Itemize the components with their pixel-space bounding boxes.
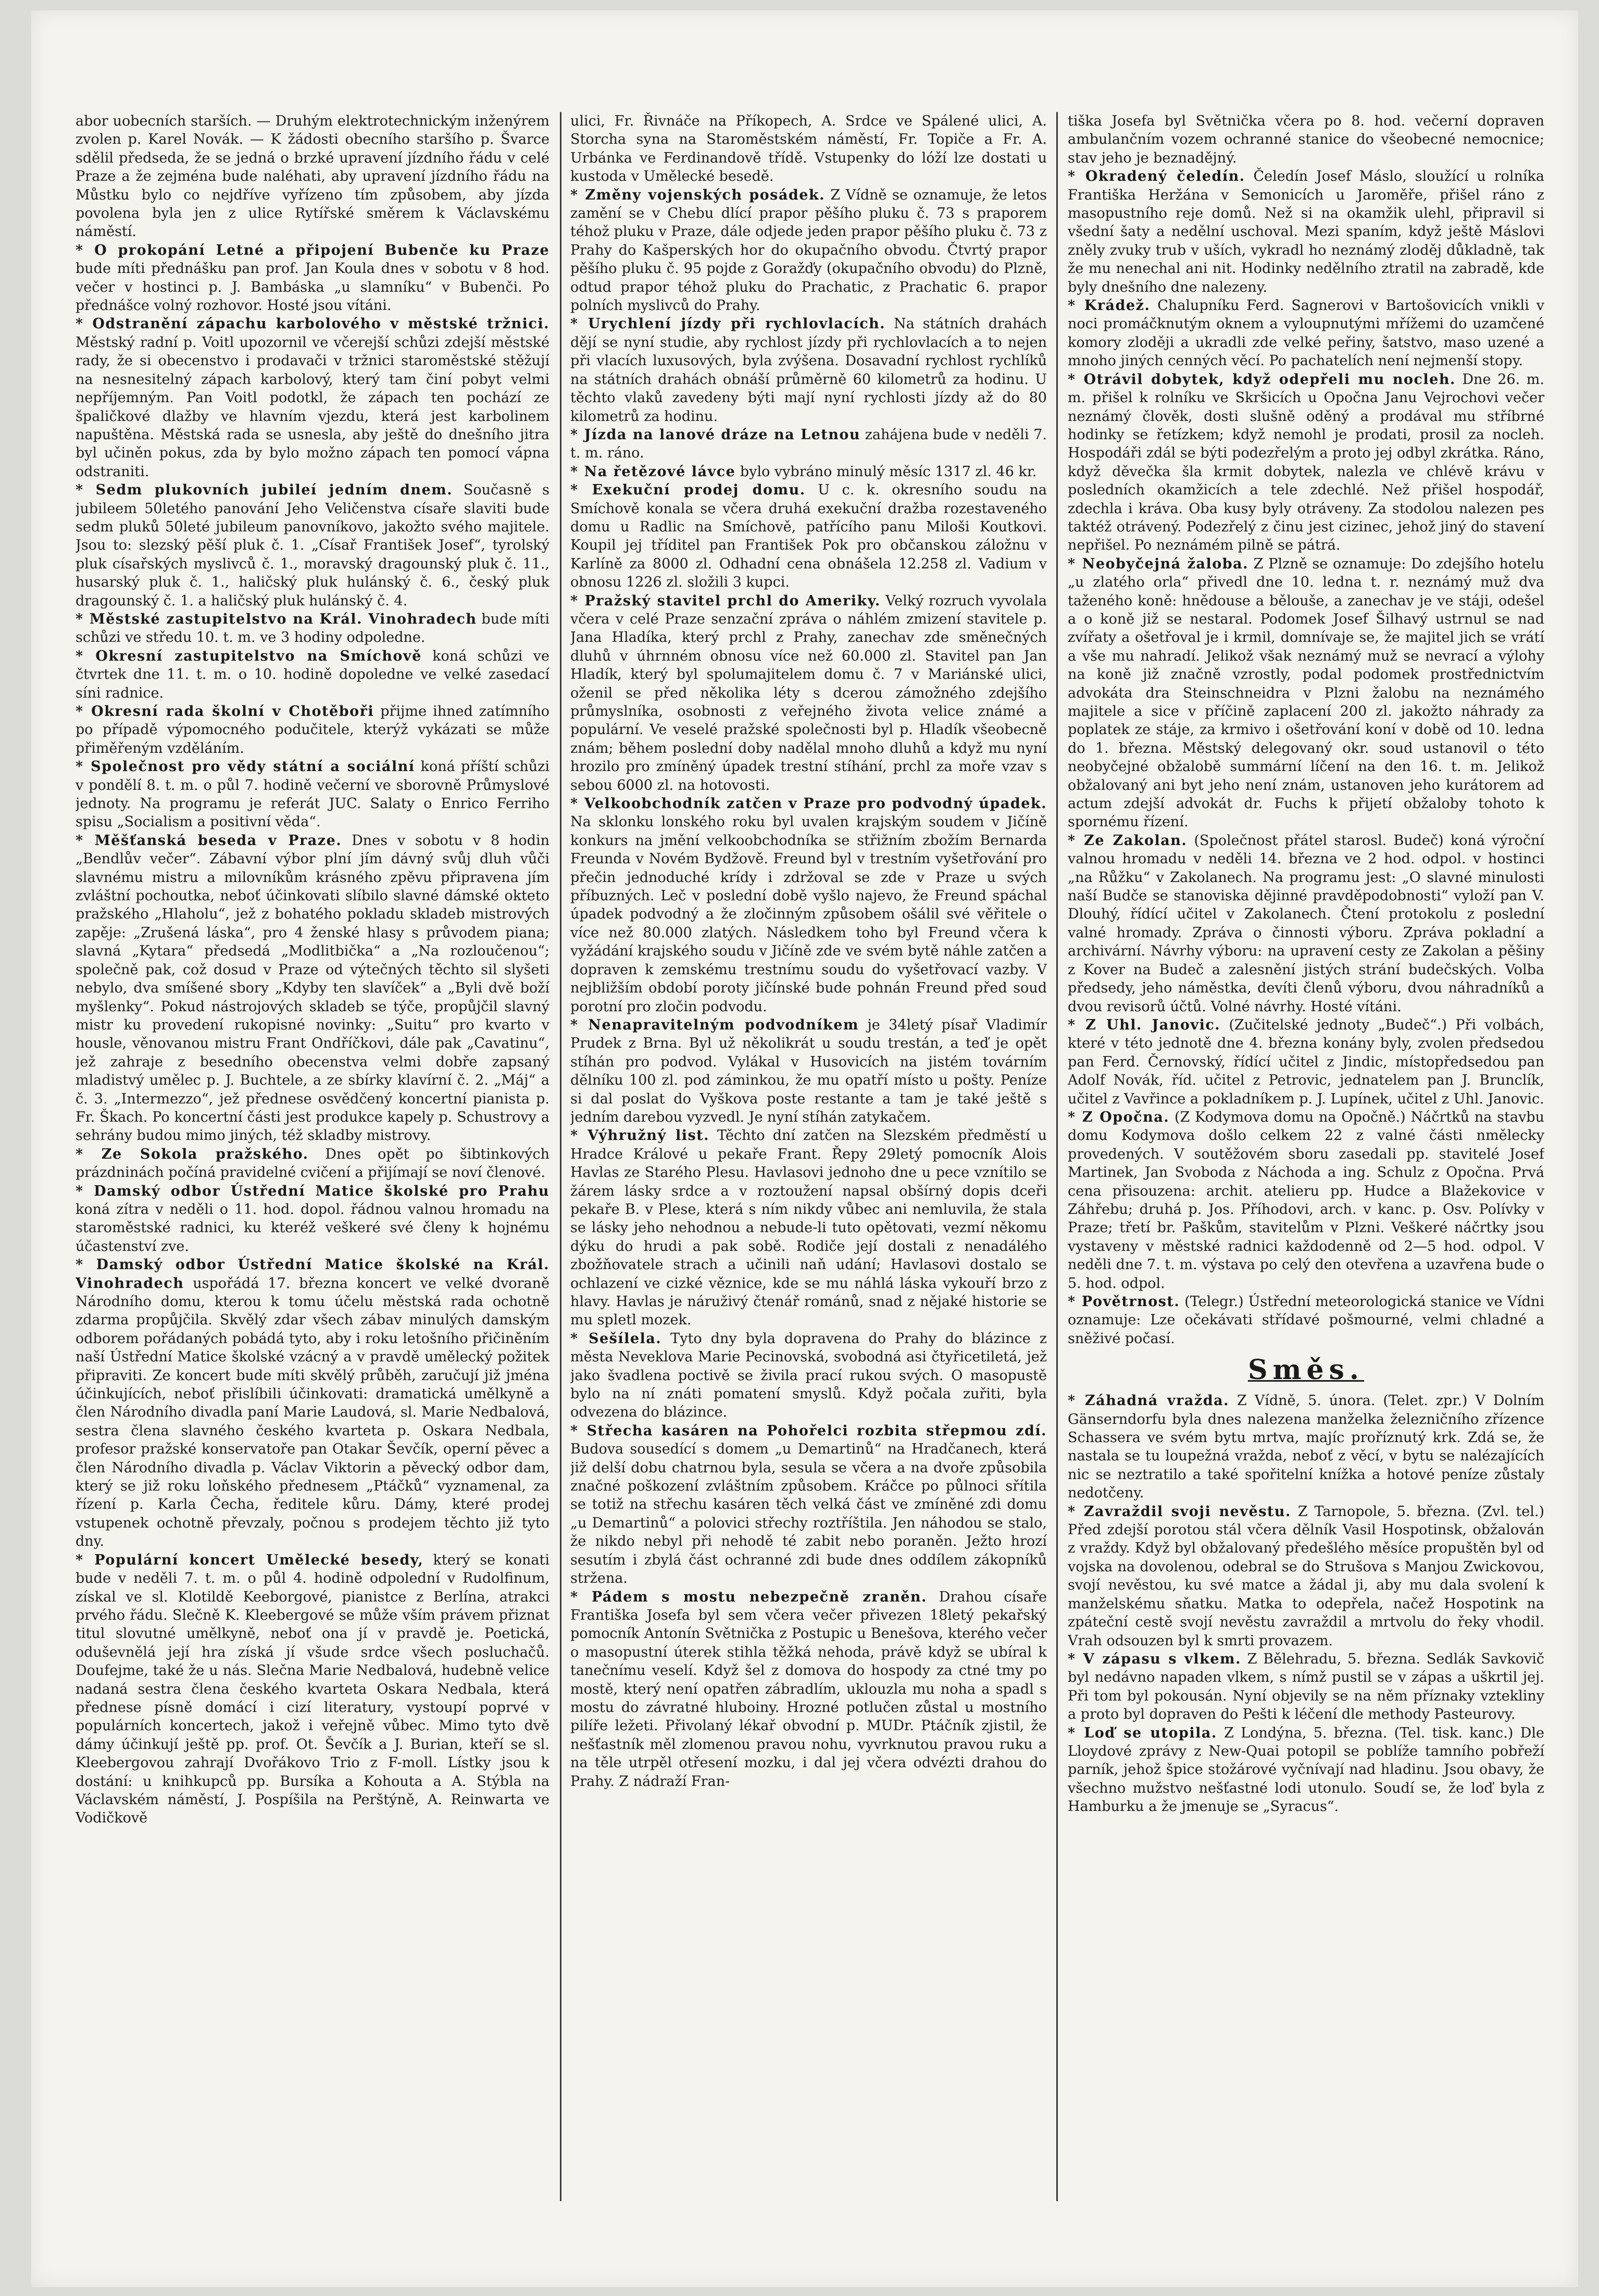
news-item: [1068, 831, 1544, 1016]
news-item: [1068, 1108, 1544, 1293]
news-item-body: Dne 26. m. m. přišel k rolníku ve Skršicích u Opočna Janu Vejrochovi večer neznámý člověk, dosti slušně oděný a prodával mu stříbrné hodinky se řetízkem; když nemohl je prodati, prosil za nocleh. Hospodáři zdál se býti podezřelým a proto jej odbyl zkrátka. Ráno, když děvečka šla krmit dobytek, nalezla ve chlévě krávu v posledních okamžicích a tele zdechlé. Než přišel hospodář, zdechla i kráva. Oba kusy byly otráveny. Za stodolou nalezen pes taktéž otrávený. Podezřelý z činu jest cizinec, jehož jiný do stavení nepřišel. Po neznámém pilně se pátrá.: [1068, 371, 1544, 554]
news-item: [1068, 1293, 1544, 1348]
news-item-headline: * Ze Zakolan.: [1068, 832, 1188, 849]
news-item-body: koná schůzi ve čtvrtek dne 11. t. m. o 10. hodině dopoledne ve velké zasedací síni radnice.: [76, 648, 549, 701]
article-continuation: tiška Josefa byl Světnička včera po 8. hod. večerní dopraven ambulančním vozem ochranné stanice do všeobecné nemocnice; stav jeho je beznadějný.: [1068, 113, 1544, 166]
news-item: [76, 481, 549, 610]
news-item: [570, 795, 1047, 1016]
news-item: [1068, 1392, 1544, 1502]
news-item-headline: * Populární koncert Umělecké besedy,: [76, 1552, 424, 1568]
news-item-headline: * Okradený čeledín.: [1068, 168, 1245, 185]
news-item-body: koná příští schůzi v pondělí 8. t. m. o půl 7. hodině večerní ve sborovně Průmyslové jednoty. Na programu je referát JUC. Salaty o Enrico Ferriho spisu „Socialism a positivní věda“.: [76, 759, 549, 830]
news-item: [76, 1145, 549, 1182]
news-item-body: uspořádá 17. března koncert ve velké dvoraně Národního domu, kterou k tomu účelu městská rada ochotně zdarma propůjčila. Skvělý zdar všech zábav minulých damským odborem pořádaných pobádá tyto, aby i roku letošního přičiněním naší Ústřední Matice školské vzácný a v pravdě umělecký požitek připraviti. Ze koncert bude míti skvělý průběh, zaručují již jména účinkujících, neboť přislíbili účinkovati: dramatická umělkyně a člen Národního divadla paní Marie Laudová, sl. Marie Nedbalová, sestra člena slavného českého kvarteta p. Oskara Nedbala, profesor pražské konservatoře pan Otakar Ševčík, operní pěvec a člen Národního divadla p. Václav Viktorin a pěvecký odbor dam, který se již roku loňského přednesem „Ptáčků“ vyznamenal, za řízení p. Karla Čecha, ředitele kůru. Dámy, které prodej vstupenek ochotně převzaly, počnou s prodejem těchto již tyto dny.: [76, 1275, 549, 1550]
news-item-body: Na sklonku lonského roku byl uvalen krajským soudem v Jičíně konkurs na jmění velkoobchodníka se střižním zbožím Bernarda Freunda v Novém Bydžově. Freund byl v trestním vyšetřování pro přečin jednoduché krídy i zdržoval se zde v Praze u svých příbuzných. Leč v poslední době vyšlo najevo, že Freund spáchal úpadek podvodný a že zločinným způsobem ošálil své věřitele o více než 80.000 zlatých. Následkem toho byl Freund včera k vyžádání krajského soudu v Jičíně zde ve svém bytě náhle zatčen a dopraven k zemskému trestnímu soudu do vyšetřovací vazby. V nejbližším období poroty jičínské bude pohnán Freund před soud porotní pro zločin podvodu.: [570, 814, 1047, 1015]
news-item: [76, 610, 549, 647]
news-item: [1068, 296, 1544, 370]
news-item-headline: * Odstranění zápachu karbolového v městské tržnici.: [76, 316, 549, 332]
news-item-headline: * Velkoobchodník zatčen v Praze pro podvodný úpadek.: [570, 796, 1047, 812]
news-item-body: U c. k. okresního soudu na Smíchově konala se včera druhá exekuční dražba rozestaveného domu u Radlic na Smíchově, patřícího panu Miloši Koutkovi. Koupil jej tříditel pan František Pok pro občanskou záložnu v Karlíně za 8000 zl. Odhadní cena obnášela 12.258 zl. Vadium v obnosu 1226 zl. složili 3 kupci.: [570, 482, 1047, 591]
news-item-headline: * Pádem s mostu nebezpečně zraněn.: [570, 1588, 927, 1605]
news-item: [1068, 555, 1544, 831]
news-item-headline: * Změny vojenských posádek.: [570, 187, 826, 203]
news-item-headline: * Společnost pro vědy státní a sociální: [76, 759, 415, 775]
news-item-headline: * Damský odbor Ústřední Matice školské na Král. Vinohradech: [76, 1257, 549, 1292]
news-item-body: Z Bělehradu, 5. března. Sedlák Savkovič byl nedávno napaden vlkem, s nímž pustil se v zápas a uškrtil jej. Při tom byl pokousán. Nyní objevily se na něm příznaky vztekliny a proto byl dopraven do Pešti k léčení dle methody Pasteurovy.: [1068, 1650, 1544, 1723]
news-item-body: Drahou císaře Františka Josefa byl sem včera večer přivezen 18letý pekařský pomocník Antonín Světnička z Postupic u Benešova, kterého večer o masopustní úterek stihla těžká nehoda, právě když se ubíral k tanečnímu veselí. Když šel z domova do hospody za ctné tmy po mostě, který není opatřen zábradlím, uklouzla mu noha a spadl s mostu do závratné hluboiny. Hrozné potlučen zůstal u mostního pilíře ležeti. Přivolaný lékař obvodní p. MUDr. Ptáčník zjistil, že nešťastník měl zlomenou pravou nohu, vyvrknutou pravou ruku a na těle utrpěl otřesení mozku, i dal jej včera odvézti drahou do Prahy. Z nádraží Fran-: [570, 1588, 1047, 1790]
news-item-headline: * Střecha kasáren na Pohořelci rozbita střepmou zdí.: [570, 1422, 1047, 1439]
news-item-body: Z Plzně se oznamuje: Do zdejšího hotelu „u zlatého orla“ přivedl dne 10. ledna t. r. neznámý muž dva taženého koně: hnědouse a běloušе, a zanechav je ve stáji, odešel a o koně již se nestaral. Podomek Josef Šilhavý ustrnul se nad zvířaty a ošetřoval je i krmil, domnívaje se, že majitel jich se vrátí a vše mu nahradí. Jelikož však neznámý muž se nevrací a výlohy na koně již značně vzrostly, podal podomek prostřednictvím advokáta dra Steinschneidra v Plzni žalobu na neznámého majitele a sice v příčině zaplacení 200 zl. jakožto náhrady za poplatek ze stáje, za krmivo i ošetřování koní v době od 10. ledna do 1. března. Městský delegovaný okr. soud ustanovil o této neobyčejné obžalobě summární líčení na den 16. t. m. Jelikož obžalovaný ani byt jeho není znám, ustanoven jeho kurátorem ad actum zdejší advokát dr. Fuchs k přijetí obžaloby tohoto k spornému řízení.: [1068, 555, 1544, 830]
news-item: [570, 463, 1047, 481]
news-item: [1068, 167, 1544, 296]
news-item-body: (Telegr.) Ústřední meteorologická stanice ve Vídni oznamuje: Lze očekávati střídavé pošmourné, velmi chladné a sněživé počasí.: [1068, 1294, 1544, 1347]
news-item: [76, 241, 549, 315]
news-item-body: Těchto dní zatčen na Slezském předměstí u Hradce Králové u pekaře Frant. Řepy 29letý pomocník Alois Havlas ze Starého Plesu. Havlasovi jednoho dne u pece vznítilo se žárem lásky srdce a v roztoužení napsal obšírný dopis dceři pekaře B. v Plese, která s ním nikdy vůbec ani nemluvila, že stala se lásky jeho nehodnou a nebude-li tuto opětovati, vezmí někomu dýku do hrudi a pak sobě. Rodiče její dostali z nenadálého zbožňovatele strach a učinili naň udání; Havlasovi dostalo se ochlazení ve cizké věznice, kde se mu náhlá láska vykouří brzo z hlavy. Havlas je náruživý čtenář románů, snad z nějaké historie se mu spletl mozek.: [570, 1127, 1047, 1329]
article-continuation: ulici, Fr. Řivnáče na Příkopech, A. Srdce ve Spálené ulici, A. Storcha syna na Staroměstském náměstí, Fr. Topiče a Fr. A. Urbánka ve Ferdinandově třídě. Vstupenky do lóží lze dostati u kustoda v Umělecké besedě.: [570, 113, 1047, 185]
news-item-headline: * Jízda na lanové dráze na Letnou: [570, 426, 860, 443]
news-item: [570, 315, 1047, 425]
news-item-headline: * Damský odbor Ústřední Matice školské pro Prahu: [76, 1183, 549, 1199]
news-item: [570, 1126, 1047, 1329]
news-item: [1068, 1016, 1544, 1108]
news-item-body: Budova sousedící s domem „u Demartinů“ na Hradčanech, která již delší dobu chatrnou byla, sesula se včera a na dvoře způsobila značné poškození zvláštním způsobem. Kráčce po půlnoci sřítila se totiž na střechu kasáren těch velká část ve zmíněné zdi domu „u Demartinů“ a polovici střechy roztříštila. Jen náhodou se stalo, že nikdo nebyl při nehodě té zabit nebo poraněn. Ježto hrozí sesutím i zbylá část ochranné zdi bude dnes oddílem zákopníků stržena.: [570, 1441, 1047, 1587]
news-item-headline: * Městské zastupitelstvo na Král. Vinohradech: [76, 611, 477, 627]
column-rule: [560, 112, 561, 2201]
news-item-body: (Z Kodymova domu na Opočně.) Náčrtků na stavbu domu Kodymova došlo celkem 22 z valné části nmělecky provedených. V soutěžovém sboru zasedali pp. stavitelé Josef Martinek, Jan Svoboda z Náchoda a ing. Schulz z Opočna. Prvá cena přisouzena: archit. atelieru pp. Hudce a Blažekovice v Záhřebu; druhá p. Jos. Příhodovi, arch. v kanc. p. Osv. Polívky v Praze; třetí br. Paškům, stavitelům v Plzni. Veškeré náčrtky jsou vystaveny v městské radnici každodenně od 2—5 hod. odpol. V neděli dne 7. t. m. výstava po celý den otevřena a uzavřena bude o 5. hod. odpol.: [1068, 1109, 1544, 1292]
news-item-body: Dnes opět po šibtinkových prázdninách počíná pravidelné cvičení a přijímají se noví členové.: [76, 1146, 549, 1181]
news-item-headline: * Měšťanská beseda v Praze.: [76, 832, 342, 849]
news-item-body: (Zučitelské jednoty „Budeč“.) Při volbách, které v této jednotě dne 4. března konány byly, zvolen předsedou pan Ferd. Černovský, řídící učitel z Jindic, místopředsedou pan Adolf Novák, říd. učitel z Petrovic, jednatelem pan J. Brunclík, učitel z Vavřince a pokladníkem p. J. Lupínek, učitel z Uhl. Janovic.: [1068, 1016, 1544, 1107]
column-rule: [1056, 112, 1058, 2201]
news-item-headline: * Ze Sokola pražského.: [76, 1146, 309, 1162]
news-item-headline: * Krádež.: [1068, 297, 1151, 314]
newspaper-page: [31, 10, 1578, 2287]
news-item: [570, 426, 1047, 463]
news-item: [76, 758, 549, 831]
news-item-headline: * Nenapravitelným podvodníkem: [570, 1016, 859, 1033]
news-item-body: bude míti schůzi ve středu 10. t. m. ve 3 hodiny odpoledne.: [76, 611, 549, 646]
news-item-headline: * Neobyčejná žaloba.: [1068, 555, 1249, 572]
news-item-headline: * Exekuční prodej domu.: [570, 482, 806, 499]
news-item-body: přijme ihned zatímního po případě výpomocného podučitele, kterýž vykázati se může přiměřeným vzděláním.: [76, 703, 549, 756]
news-item-body: který se konati bude v neděli 7. t. m. o půl 4. hodině odpolední v Rudolfinum, získal ve sl. Klotildě Keeborgové, pianistce z Berlína, atrakci prvého řádu. Slečně K. Kleebergové se může vším právem přiznat titul slovutné umělkyně, neboť ona jí v pravdě je. Poetická, oduševnělá její hra získá jí všude srdce všech posluchačů. Doufejme, také že u nás. Slečna Marie Nedbalová, hudebně velice nadaná sestra člena českého kvarteta Oskara Nedbala, která přednese písně domácí i cizí literatury, vystoupí poprvé v populárních koncertech, jakož i veřejně vůbec. Mimo tyto dvě dámy účinkují ještě pp. prof. Ot. Ševčík a J. Burian, kteří se sl. Kleebergovou zahrají Dvořákovo Trio z F-moll. Lístky jsou k dostání: u knihkupců pp. Bursíka a Kohouta a A. Stýbla na Václavském náměstí, J. Pospíšila na Perštýně, A. Reinwarta ve Vodičkově: [76, 1552, 549, 1827]
news-item-headline: * Okresní rada školní v Chotěboři: [76, 703, 374, 719]
news-item-headline: * Okresní zastupitelstvo na Smíchově: [76, 648, 422, 664]
news-item: [570, 1422, 1047, 1588]
news-item-body: je 34letý písař Vladimír Prudek z Brna. Byl už několikrát u soudu trestán, a teď je opět stíhán pro podvod. Vylákal v Husovicích na jistém továrním dělníku 100 zl. pod záminkou, že mu opatří místo u pošty. Peníze si dal poslat do Vyškova poste restante a tam je také ještě s jedním darebou vyzvedl. Je nyní stíhán zatykačem.: [570, 1016, 1047, 1125]
news-item: [76, 1182, 549, 1256]
news-item-body: Chalupníku Ferd. Sagnerovi v Bartošovicích vnikli v noci promáčknutým oknem a vyloupnutými mřížemi do uzamčené komory zloději a ukradli zde velké peřiny, šatstvo, maso uzené a mnoho jiných cenných věcí. Po pachatelích není nejmenší stopy.: [1068, 297, 1544, 369]
news-item-headline: * Záhadná vražda.: [1068, 1393, 1230, 1409]
news-item-headline: * O prokopání Letné a připojení Bubenče ku Praze: [76, 242, 549, 258]
news-item: [76, 1256, 549, 1551]
section-heading: Směs.: [1247, 1354, 1365, 1386]
news-item-body: Městský radní p. Voitl upozornil ve včerejší schůzi zdejší městské rady, že si obecenstvo i prodavači v tržnici staroměstské stěžují na nesnesitelný zápach karbolový, který tam činí pobyt velmi nepříjemným. Pan Voitl podotkl, že zápach ten pochází ze špaličkové dlažby ve hlavním vjezdu, která jest karbolinem napuštěna. Městská rada se usnesla, aby ještě do dnešního jitra byl učiněn pokus, zda by bylo možno zápach ten pomocí vápna odstraniti.: [76, 334, 549, 480]
news-item: [76, 1551, 549, 1828]
news-item: [570, 1016, 1047, 1126]
text-column-left: [76, 112, 549, 2217]
news-item-headline: * Loď se utopila.: [1068, 1724, 1217, 1741]
news-item-body: Z Vídně se oznamuje, že letos zamění se v Chebu dlící prapor pěšího pluku č. 73 s praporem téhož pluku v Praze, dále odjede jeden prapor pěšího pluku č. 73 z Prahy do Kašperských hor do okupačního obvodu. Čtvrtý prapor pěšího pluku č. 95 pojde z Goražďy (okupačního obvodu) do Plzně, odtud prapor téhož pluku do Prachatic, z Prachatic 6. prapor polních myslivců do Prahy.: [570, 187, 1047, 314]
news-item-body: Velký rozruch vyvolala včera v celé Praze senzační zpráva o náhlém zmizení stavitele p. Jana Hladíka, který prchl z Prahy, zanechav zde směnečných dluhů v úhrnném obnosu více než 60.000 zl. Stavitel pan Jan Hladík, který byl spolumajitelem domu č. 7 v Mariánské ulici, oženil se před několika léty s dcerou zámožného zdejšího průmyslníka, osobnosti z veřejného života velice známé a populární. Ve veselé pražské společnosti byl p. Hladík všeobecně znám; během poslední doby nadělal mnoho dluhů a když mu nyní hrozilo pro zmíněný úpadek trestní stíhání, prchl za moře vzav s sebou 6000 zl. na hotovosti.: [570, 592, 1047, 793]
news-item: [570, 186, 1047, 315]
news-item-body: Současně s jubileem 50letého panování Jeho Veličenstva císaře slaviti bude sedm pluků 50leté jubileum panovníkovo, jakožto svého majitele. Jsou to: slezský pěší pluk č. 1. „Císař František Josef“, tyrolský pluk císařských myslivců č. 1., moravský dragounský pluk č. 11., husarský pluk č. 1., haličský pluk hulánský č. 6., český pluk dragounský č. 1. a haličský pluk hulánský č. 4.: [76, 482, 549, 609]
news-item: [1068, 370, 1544, 555]
news-item-headline: * Pražský stavitel prchl do Ameriky.: [570, 592, 881, 609]
news-item: [76, 647, 549, 702]
news-item: [76, 831, 549, 1145]
news-item-body: Z Tarnopole, 5. března. (Zvl. tel.) Před zdejší porotou stál včera dělník Vasil Hospotinsk, obžalován z vraždy. Když byl obžalovaný předešlého měsíce propuštěn byl od vojska na dovolenou, odebral se do Strušova s Manjou Zwickovou, svojí nevěstou, ku své matce a žádal ji, aby mu dala svolení k manželskému sňatku. Matka to odepřela, načež Hospotink na zpáteční cestě svojí nevěstu zavraždil a mrtvolu do řeky vhodil. Vrah odsouzen byl k smrti provazem.: [1068, 1503, 1544, 1649]
news-item-headline: * Zavraždil svoji nevěstu.: [1068, 1503, 1291, 1520]
news-item: [1068, 1724, 1544, 1816]
news-item-body: Na státních drahách dějí se nyní studie, aby rychlost jízdy při rychlovlacích a to nejen při vlacích luxusových, byla zvýšena. Dosavadní rychlost rychlíků na státních drahách obnáší průměrně 60 kilometrů za hodinu. U těchto vlaků zavedeny býti mají nyní rychlosti jízdy až do 80 kilometrů za hodinu.: [570, 316, 1047, 425]
news-item-headline: * Výhružný list.: [570, 1127, 710, 1144]
news-item: [570, 481, 1047, 591]
news-item-body: Z Vídně, 5. února. (Telet. zpr.) V Dolním Gänserndorfu byla dnes nalezena manželka železničního zřízence Schassera ve svém bytu mrtva, majíc proříznutý krk. Zdá se, že nastala se tu loupežná vražda, neboť z věcí, v bytu se nalézajících nic se neztratilo a také spořitelní knížka a hotové peníze zůstaly nedotčeny.: [1068, 1393, 1544, 1501]
news-item-body: (Společnost přátel starosl. Budeč) koná výroční valnou hromadu v neděli 14. března ve 2 hod. odpol. v hostinci „na Růžku“ v Zakolanech. Na programu jest: „O slavné minulosti naší Budče se stanoviska dějinné pravděpodobnosti“ vyloží pan V. Dlouhý, řídící učitel v Zakolanech. Čtení protokolu z poslední valné hromady. Zpráva o činnosti výboru. Zpráva pokladní a archivární. Návrhy výboru: na upravení cesty ze Zakolan a pěšiny z Kover na Budeč a zalesnění jistých strání budečských. Volba předsedy, jeho náměstka, devíti členů výboru, dvou náhradníků a dvou revisorů účtů. Volné návrhy. Hosté vítáni.: [1068, 832, 1544, 1015]
news-item-body: Tyto dny byla dopravena do Prahy do blázince z města Neveklova Marie Pecinovská, svobodná asi čtyřicetiletá, jež jako švadlena poctivě se živila prací rukou svých. O masopustě bylo na ní znáti pomatení smyslů. Když počala zuřiti, byla odvezena do blázince.: [570, 1330, 1047, 1421]
news-item: [76, 315, 549, 481]
news-item-headline: * Na řetězové lávce: [570, 463, 736, 480]
news-item-headline: * V zápasu s vlkem.: [1068, 1650, 1241, 1667]
news-item-headline: * Sešílela.: [570, 1330, 662, 1347]
text-column-middle: [570, 112, 1047, 2217]
news-item-headline: * Povětrnost.: [1068, 1294, 1180, 1310]
news-item-headline: * Otrávil dobytek, když odepřeli mu nocleh.: [1068, 371, 1456, 388]
news-item-body: Z Londýna, 5. března. (Tel. tisk. kanc.) Dle Lloydové zprávy z New-Quai potopil se poblíže tamního pobřeží parník, jehož špice stožárové vyčnívají nad hladinu. Jsou obavy, že všechno mužstvo nešťastné lodi utonulo. Soudí se, že loď byla z Hamburku a že jmenuje se „Syracus“.: [1068, 1724, 1544, 1815]
news-item: [1068, 1503, 1544, 1650]
news-item-headline: * Sedm plukovních jubileí jedním dnem.: [76, 482, 453, 499]
news-item: [570, 1588, 1047, 1791]
news-item-body: Dnes v sobotu v 8 hodin „Bendlův večer“. Zábavní výbor plní jím dávný svůj dluh vůči slavnému mistru a milovníkům krásného zpěvu připravena jím zvláštní pochoutka, neboť účinkovati slíbilo slavné dámské okteto pražského „Hlaholu“, jež z bohatého pokladu skladeb mistrových zapěje: „Zrušená láska“, pro 4 ženské hlasy s průvodem piana; slavná „Kytara“ předsedá „Modlitbička“ a „Na rozloučenou“; společně pak, což dosud v Praze od výtečných těchto sil slyšeti nebylo, dva smíšené sbory „Kdyby ten slavíček“ a „Byli dvě boží myšlenky“. Pokud nástrojových skladeb se týče, propůjčil slavný mistr ku provedení rukopisné novinky: „Suitu“ pro kvarto v housle, věnovanou mistru Frant Ondříčkovi, dále pak „Cavatinu“, jež zahraje z besedního obecenstva velmi dobře zapsaný mladistvý umělec p. J. Buchtele, a ze sbírky klavírní č. 2. „Máj“ a č. 3. „Intermezzo“, jež přednese osvědčený koncertní pianista p. Fr. Škach. Po koncertní části jest produkce kapely p. Schustrovy a sehrány budou mimo jiných, též skladby mistrovy.: [76, 832, 549, 1144]
news-item-headline: * Z Uhl. Janovic.: [1068, 1016, 1221, 1033]
news-item-body: bude míti přednášku pan prof. Jan Koula dnes v sobotu v 8 hod. večer v hostinci p. J. Bambáska „u slamníku“ v Bubenči. Po přednášce volný rozhovor. Hosté jsou vítáni.: [76, 260, 549, 314]
news-item-body: bylo vybráno minulý měsíc 1317 zl. 46 kr.: [735, 463, 1037, 480]
news-item: [76, 702, 549, 758]
text-column-right: [1068, 112, 1544, 2217]
news-item-body: zahájena bude v neděli 7. t. m. ráno.: [570, 426, 1047, 462]
news-item-headline: * Urychlení jízdy při rychlovlacích.: [570, 316, 886, 332]
news-item-body: koná zítra v neděli o 11. hod. dopol. řádnou valnou hromadu na staroměstské radnici, ku kteréž veškeré své členy k hojnému účastenství zve.: [76, 1201, 549, 1255]
news-item-body: Čeledín Josef Máslo, sloužící u rolníka Františka Heržána v Semonicích u Jaroměře, přišel ráno z masopustního reje domů. Než si na okamžik ulehl, připravil si všední šaty a nedělní uschoval. Mezi spaním, když ještě Máslovi zněly zvuky trub v uších, vykradl ho neznámý zloděj důkladně, tak že mu nenechal ani nit. Hodinky nedělního ztratil na zabradě, kde byly dnešního dne nalezeny.: [1068, 168, 1544, 295]
news-item-headline: * Z Opočna.: [1068, 1109, 1170, 1125]
article-continuation: abor uobecních starších. — Druhým elektrotechnickým inženýrem zvolen p. Karel Novák. — K žádosti obecního staršího p. Švarce sdělil předseda, že se jedná o brzké upravení jízdního řádu v celé Praze a že zejména bude naléhati, aby upravení jízdního řádu na Můstku bylo co nejdříve vyřízeno tím způsobem, aby jízda povolena byla jen z ulice Rytířské směrem k Václavskému náměstí.: [76, 113, 549, 240]
news-item: [570, 592, 1047, 795]
news-item: [1068, 1650, 1544, 1724]
news-item: [570, 1330, 1047, 1422]
